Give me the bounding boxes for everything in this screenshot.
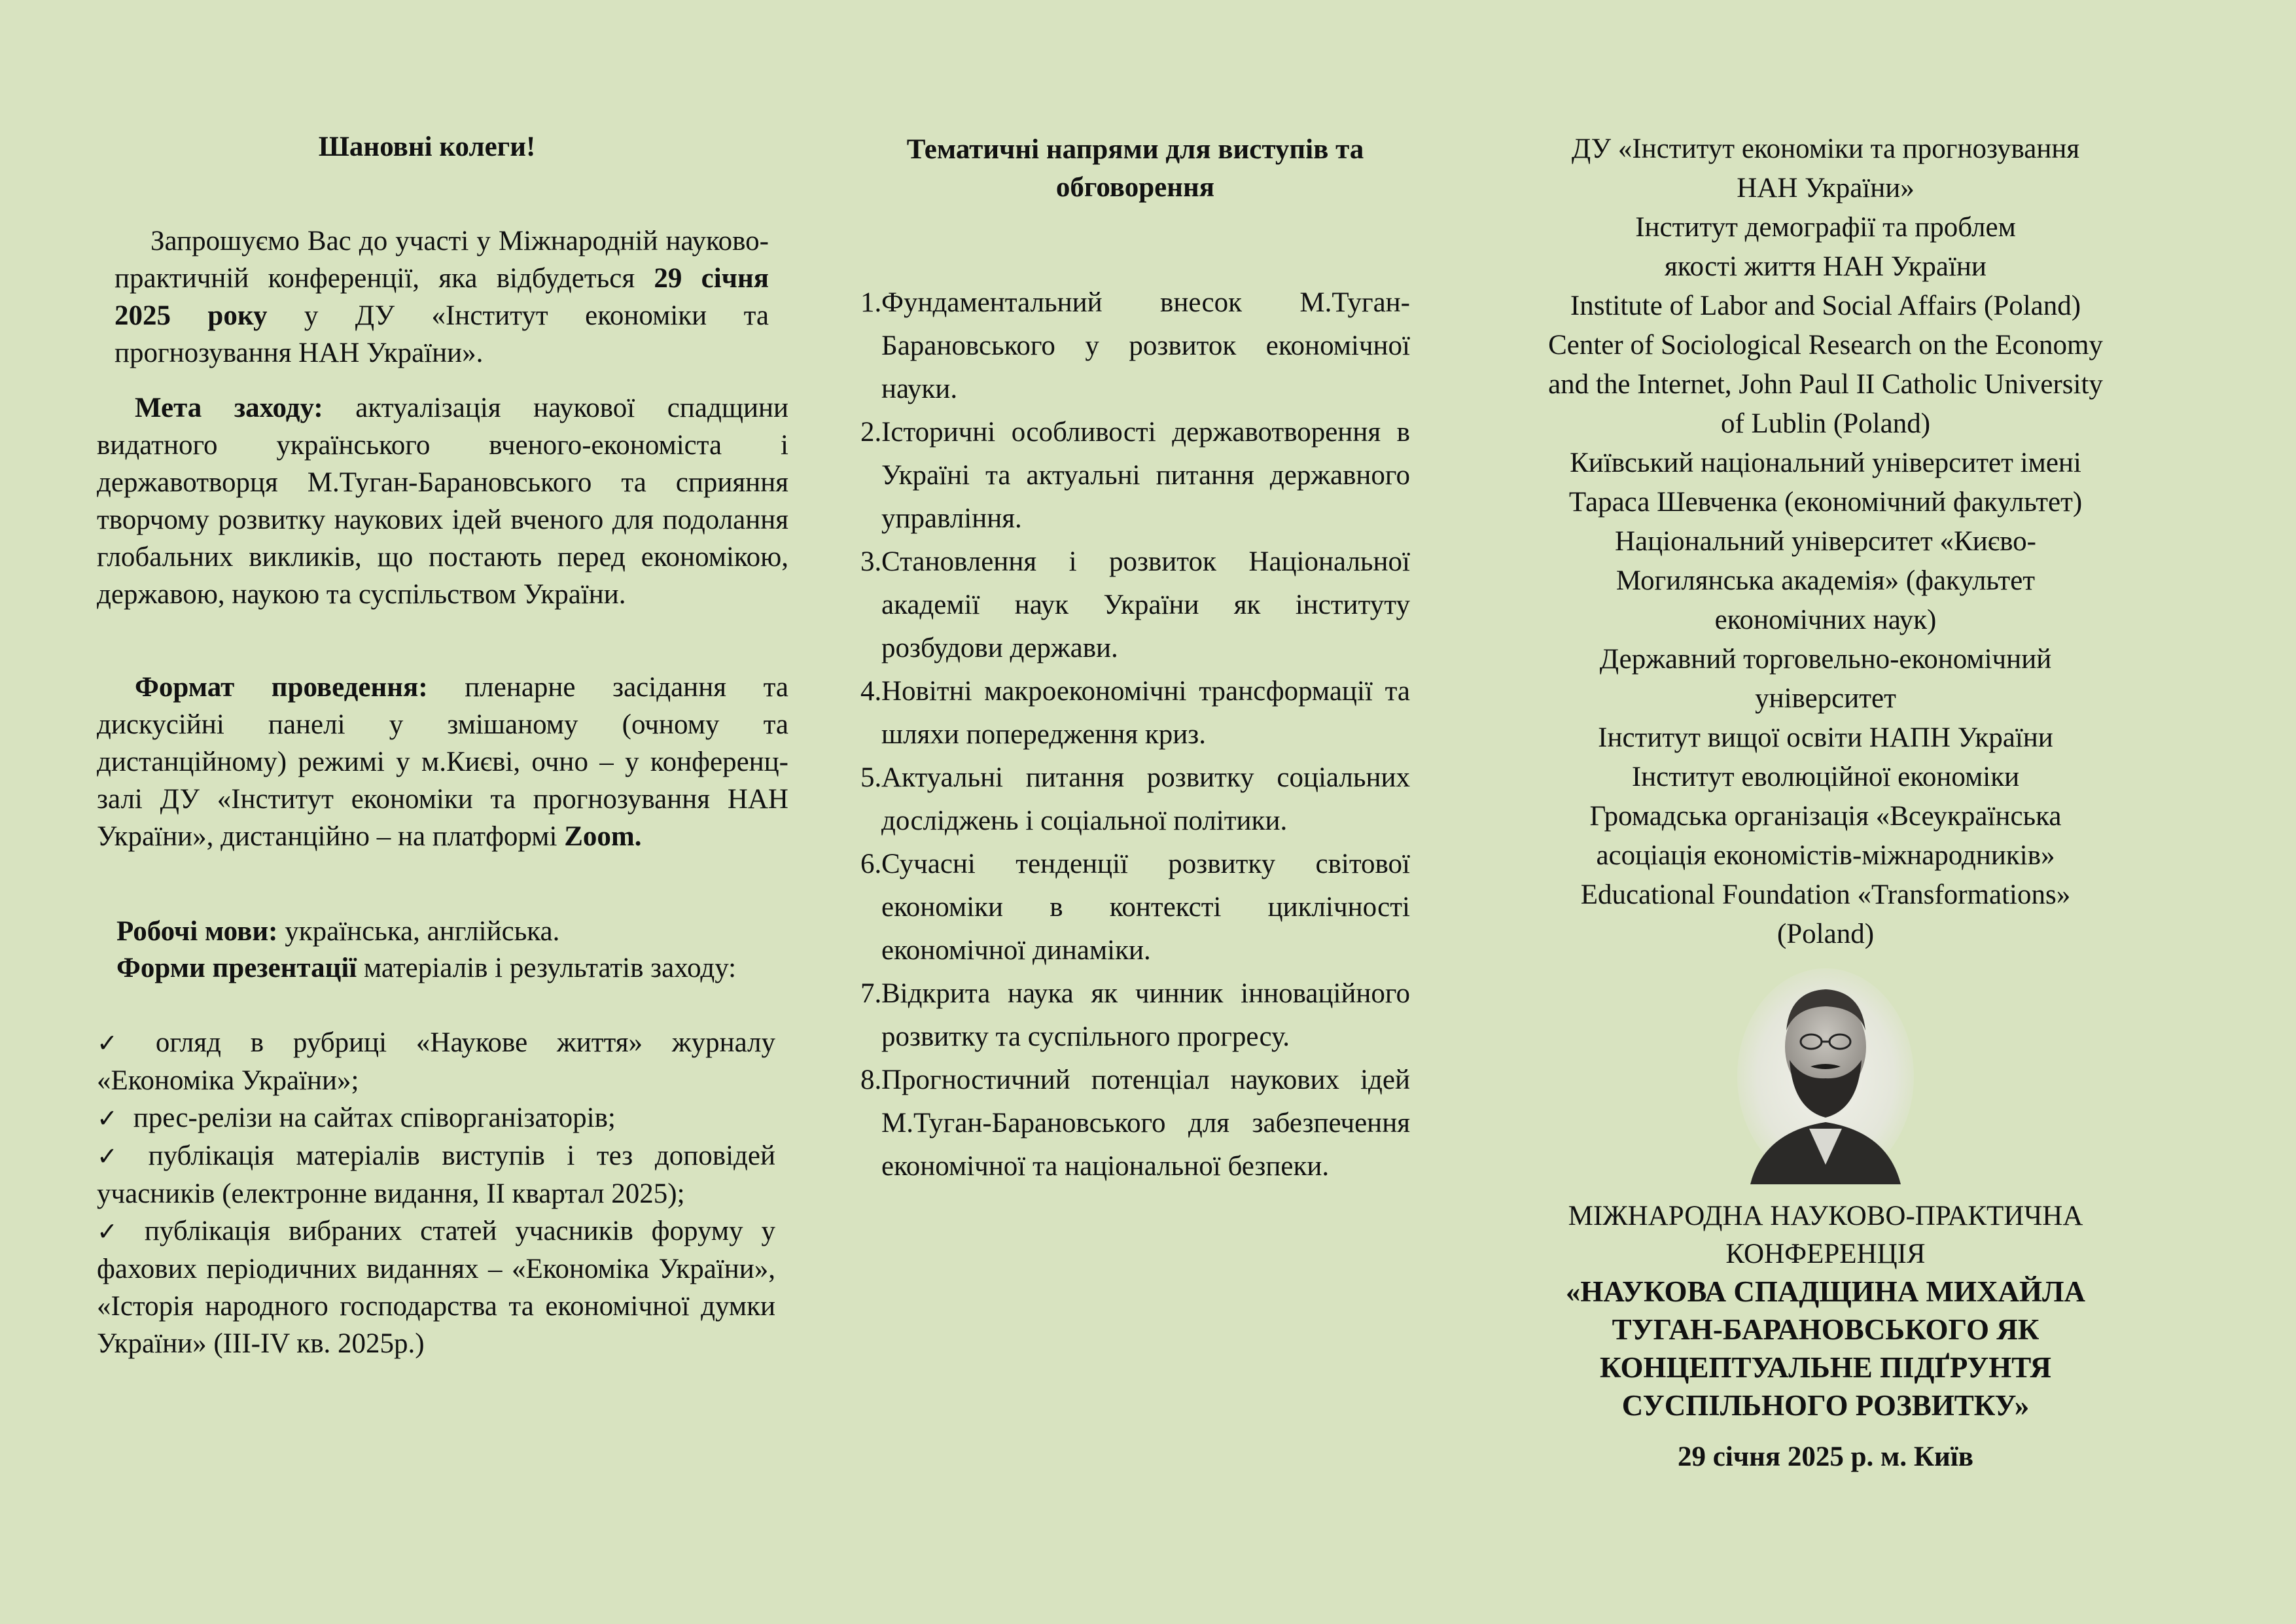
format-label: Формат проведення: (135, 672, 428, 703)
organizer-line: Могилянська академія» (факультет (1616, 565, 2036, 596)
presentation-forms-text: матеріалів і результатів заходу: (357, 953, 737, 983)
organizer-line: Educational Foundation «Transformations» (1580, 879, 2071, 910)
organizer-line: Тараса Шевченка (економічний факультет) (1568, 487, 2083, 518)
topic-item: 6. Сучасні тенденції розвитку світової економіки в контексті циклічності економічної динаміки. (860, 849, 1410, 966)
languages-label: Робочі мови: (116, 916, 278, 947)
organizer-line: асоціація економістів-міжнародників» (1596, 840, 2055, 871)
goal-paragraph (97, 389, 788, 613)
format-platform: Zoom. (564, 821, 642, 852)
list-item: ✓ публікація вибраних статей учасників форуму у фахових періодичних виданнях – «Економіка України», «Історія народного господарства та економічної думки України» (III-IV кв. 2025р.) (97, 1212, 775, 1362)
organizer-line: Інститут демографії та проблем (1635, 212, 2016, 243)
organizer-line: економічних наук) (1714, 605, 1937, 635)
organizer-line: and the Internet, John Paul II Catholic University (1548, 369, 2103, 400)
list-item: ✓ публікація матеріалів виступів і тез доповідей учасників (електронне видання, II квартал 2025); (97, 1137, 775, 1212)
topics-heading: Тематичні напрями для виступів та обговорення (906, 134, 1364, 203)
format-paragraph (97, 669, 788, 855)
organizer-line: Інститут вищої освіти НАПН України (1598, 722, 2053, 753)
languages-text: українська, англійська. (277, 916, 560, 947)
topic-item: 7. Відкрита наука як чинник інноваційного розвитку та суспільного прогресу. (860, 978, 1410, 1052)
organizer-line: Інститут еволюційної економіки (1631, 762, 2020, 792)
checkmark-icon: ✓ (97, 1104, 118, 1133)
topic-item: 5. Актуальні питання розвитку соціальних досліджень і соціальної політики. (860, 762, 1410, 836)
languages-paragraph (116, 913, 788, 950)
organizer-line: університет (1755, 683, 1896, 714)
presentation-forms-list (97, 1024, 775, 1362)
organizer-line: ДУ «Інститут економіки та прогнозування (1571, 133, 2080, 164)
topics-list (860, 281, 1410, 1188)
organizer-line: Національний університет «Києво- (1614, 526, 2036, 557)
checkmark-icon: ✓ (97, 1029, 118, 1057)
list-item: ✓ прес-релізи на сайтах співорганізаторів; (97, 1099, 775, 1137)
topic-item: 4. Новітні макроекономічні трансформації та шляхи попередження криз. (860, 676, 1410, 750)
conference-title: «НАУКОВА СПАДЩИНА МИХАЙЛА ТУГАН-БАРАНОВСЬКОГО ЯК КОНЦЕПТУАЛЬНЕ ПІДҐРУНТЯ СУСПІЛЬНОГО РОЗВИТКУ» (1565, 1275, 2086, 1422)
presentation-forms-paragraph (75, 949, 779, 987)
invitation-text: Запрошуємо Вас до участі у Міжнародній науково-практичній конференції, яка відбудеться (115, 226, 769, 294)
goal-label: Мета заходу: (135, 393, 323, 423)
checkmark-icon: ✓ (97, 1142, 118, 1171)
presentation-forms-label: Форми презентації (116, 953, 357, 983)
organizer-line: (Poland) (1776, 919, 1875, 949)
topic-item: 1. Фундаментальний внесок М.Туган-Барановського у розвиток економічної науки. (860, 287, 1410, 404)
checkmark-icon: ✓ (97, 1217, 118, 1246)
organizer-line: Київський національний університет імені (1570, 448, 2081, 478)
organizer-line: Державний торговельно-економічний (1599, 644, 2052, 675)
invitation-paragraph (115, 222, 769, 372)
topic-item: 3. Становлення і розвиток Національної академії наук України як інституту розбудови держави. (860, 546, 1410, 663)
organizer-line: якості життя НАН України (1665, 251, 1987, 282)
list-item: ✓ огляд в рубриці «Наукове життя» журналу «Економіка України»; (97, 1024, 775, 1099)
goal-text: актуалізація наукової спадщини видатного українського вченого-економіста і державотворця М.Туган-Барановського та сприяння творчому розвитку наукових ідей вченого для подолання глобальних викликів, що постають перед економікою, державою, наукою та суспільством України. (97, 393, 788, 610)
conference-type: МІЖНАРОДНА НАУКОВО-ПРАКТИЧНА КОНФЕРЕНЦІЯ (1568, 1201, 2083, 1269)
portrait-image (1737, 968, 1914, 1184)
format-text: пленарне засідання та дискусійні панелі у змішаному (очному та дистанційному) режимі у м.Києві, очно – у конференц-залі ДУ «Інститут економіки та прогнозування НАН України», дистанційно – на платформі (97, 672, 788, 852)
organizer-line: НАН України» (1737, 173, 1915, 203)
organizer-line: Center of Sociological Research on the Economy (1548, 330, 2103, 361)
greeting-heading: Шановні колеги! (318, 132, 536, 162)
organizers-list (1449, 130, 2202, 954)
conference-date: 29 січня 2025 р. м. Київ (1678, 1441, 1973, 1472)
invitation-text-end: у ДУ «Інститут економіки та прогнозування НАН України». (115, 300, 769, 368)
invitation-date: 29 січня 2025 року (115, 263, 769, 331)
topic-item: 2. Історичні особливості державотворення в Україні та актуальні питання державного управління. (860, 417, 1410, 534)
organizer-line: of Lublin (Poland) (1720, 408, 1931, 439)
topic-item: 8. Прогностичний потенціал наукових ідей М.Туган-Барановського для забезпечення економічної та національної безпеки. (860, 1065, 1410, 1182)
organizer-line: Institute of Labor and Social Affairs (Poland) (1570, 291, 2081, 321)
organizer-line: Громадська організація «Всеукраїнська (1589, 801, 2062, 832)
